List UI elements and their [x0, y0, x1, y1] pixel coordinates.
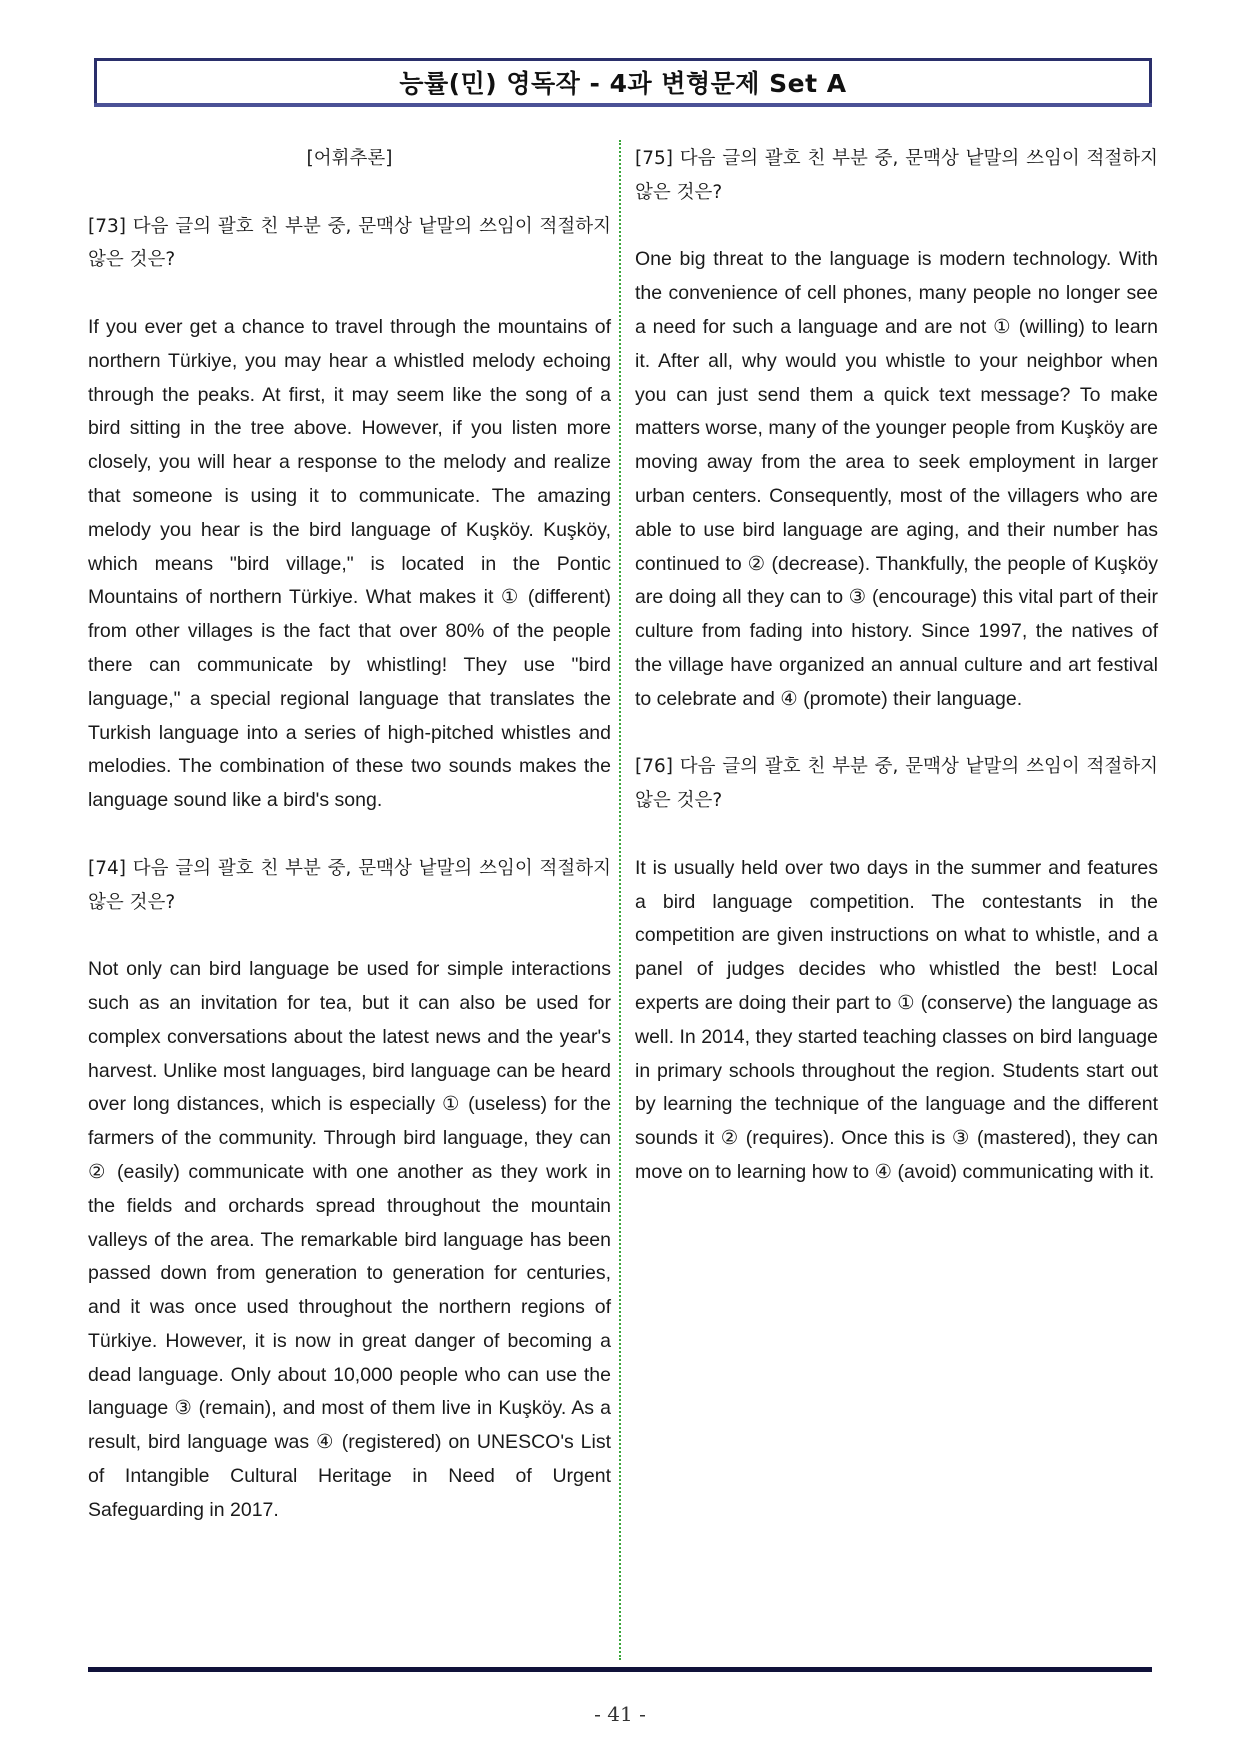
footer-rule — [88, 1667, 1152, 1672]
passage-74: Not only can bird language be used for simple interactions such as an invitation for tea, but it can also be used for complex conversations about the latest news and the year's harvest. Unlike most languages, bird language can be heard over long distances, which is especially ① (useless) for the farmers of the community. Through bird language, they can ② (easily) communicate with one another as they work in the fields and orchards spread throughout the mountain valleys of the area. The remarkable bird language has been passed down from generation to generation for centuries, and it was once used throughout the northern regions of Türkiye. However, it is now in great danger of becoming a dead language. Only about 10,000 people who can use the language ③ (remain), and most of them live in Kuşköy. As a result, bird language was ④ (registered) on UNESCO's List of Intangible Cultural Heritage in Need of Urgent Safeguarding in 2017. — [88, 958, 611, 1521]
page-title: 능률(민) 영독작 - 4과 변형문제 Set A — [399, 69, 847, 98]
passage-76: It is usually held over two days in the summer and features a bird language competition. The contestants in the competition are given instructions on what to whistle, and a panel of judges decides who whistled the best! Local experts are doing their part to ① (conserve) the language as well. In 2014, they started teaching classes on bird language in primary schools throughout the region. Students start out by learning the technique of the language and the different sounds it ② (requires). Once this is ③ (mastered), they can move on to learning how to ④ (avoid) communicating with it. — [635, 856, 1158, 1183]
question-75: [75] 다음 글의 괄호 친 부분 중, 문맥상 낱말의 쓰임이 적절하지 않은 것은? — [635, 148, 1158, 203]
question-74: [74] 다음 글의 괄호 친 부분 중, 문맥상 낱말의 쓰임이 적절하지 않은 것은? — [88, 857, 611, 913]
question-73: [73] 다음 글의 괄호 친 부분 중, 문맥상 낱말의 쓰임이 적절하지 않은 것은? — [88, 215, 611, 271]
title-underline — [94, 103, 1152, 107]
column-divider — [619, 140, 621, 1660]
passage-73: If you ever get a chance to travel through the mountains of northern Türkiye, you may hear a whistled melody echoing through the peaks. At first, it may seem like the song of a bird sitting in the tree above. However, if you listen more closely, you will hear a response to the melody and realize that someone is using it to communicate. The amazing melody you hear is the bird language of Kuşköy. Kuşköy, which means "bird village," is located in the Pontic Mountains of northern Türkiye. What makes it ① (different) from other villages is the fact that over 80% of the people there can communicate by whistling! They use "bird language," a special regional language that translates the Turkish language into a series of high-pitched whistles and melodies. The combination of these two sounds makes the language sound like a bird's song. — [88, 315, 611, 812]
page-number: - 41 - — [594, 1702, 646, 1726]
passage-75: One big threat to the language is modern technology. With the convenience of cell phones, many people no longer see a need for such a language and are not ① (willing) to learn it. After all, why would you whistle to your neighbor when you can just send them a quick text message? To make matters worse, many of the younger people from Kuşköy are moving away from the area to seek employment in larger urban centers. Consequently, most of the villagers who are able to use bird language are aging, and their number has continued to ② (decrease). Thankfully, the people of Kuşköy are doing all they can to ③ (encourage) this vital part of their culture from fading into history. Since 1997, the natives of the village have organized an annual culture and art festival to celebrate and ④ (promote) their language. — [635, 248, 1158, 710]
section-label: [어휘추론] — [306, 148, 393, 169]
title-box — [94, 58, 1152, 106]
right-column — [635, 142, 1158, 1190]
question-76: [76] 다음 글의 괄호 친 부분 중, 문맥상 낱말의 쓰임이 적절하지 않은 것은? — [635, 756, 1158, 812]
left-column — [88, 142, 611, 1528]
